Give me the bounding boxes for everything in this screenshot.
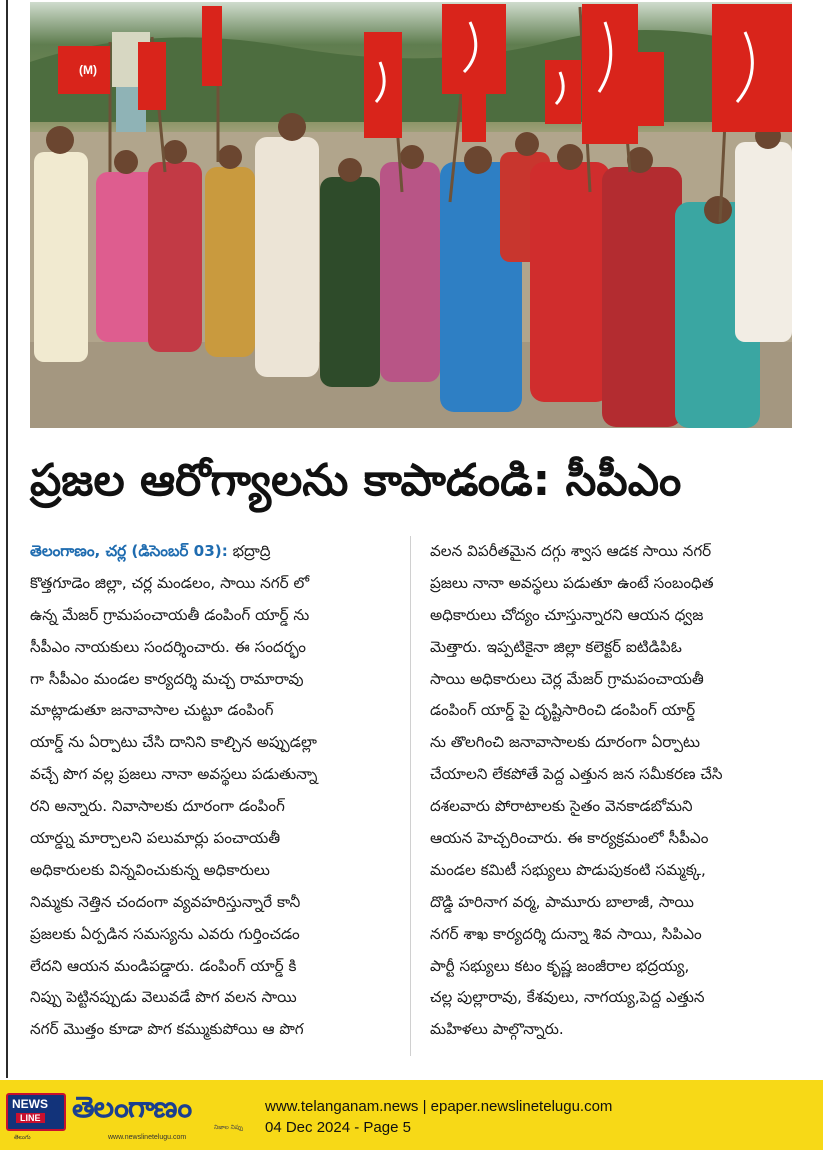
article-line: ప్రజలు నానా అవస్థలు పడుతూ ఉంటే సంబంధిత [430,573,714,592]
article-line: సాయి అధికారులు చెర్ల మేజర్ గ్రామపంచాయతీ [430,669,704,688]
flag-label: (M) [79,63,97,77]
article-line: రని అన్నారు. నివాసాలకు దూరంగా డంపింగ్ [30,797,285,816]
article-line: చేయాలని లేకపోతే పెద్ద ఎత్తున జన సమీకరణ చేసి [430,765,723,784]
newsline-logo-top: NEWS [12,1097,48,1111]
newsline-logo-bottom: LINE [16,1113,45,1123]
article-line: డంపింగ్ యార్డ్ పై దృష్టిసారించి డంపింగ్ యార్డ్ [430,701,696,720]
article-line: మండల కమిటీ సభ్యులు పొడుపుకంటి సమ్మక్క, [430,860,706,879]
article-line: అధికారులు చోద్యం చూస్తున్నారని ఆయన ధ్వజ [430,605,704,624]
flag [442,4,506,94]
article-line: లేదని ఆయన మండిపడ్డారు. డంపింగ్ యార్డ్ కి [30,956,297,975]
column-divider [410,536,411,1056]
flag [202,6,222,86]
newsline-logo-subtitle: తెలుగు [14,1134,31,1141]
article-line: నగర్ శాఖ కార్యదర్శి దున్నా శివ సాయి, సిపిఎం [430,924,702,943]
flag [628,52,664,126]
footer-date-page: 04 Dec 2024 - Page 5 [265,1119,411,1136]
news-photo [30,2,792,428]
flag [462,84,486,142]
article-line: నిమ్మకు నెత్తిన చందంగా వ్యవహరిస్తున్నారే కానీ [30,892,301,911]
article-line: పార్టీ సభ్యులు కటం కృష్ణ జంజీరాల భద్రయ్య, [430,956,690,975]
article-line: ఉన్న మేజర్ గ్రామపంచాయతీ డంపింగ్ యార్డ్ ను [30,605,310,624]
flag [138,42,166,110]
article-line: యార్డ్ను మార్చాలని పలుమార్లు పంచాయతీ [30,829,281,848]
article-line: ఆయన హెచ్చరించారు. ఈ కార్యక్రమంలో సీపీఎం [430,829,709,848]
footer-websites[interactable]: www.telanganam.news | epaper.newslinetelugu.com [265,1098,613,1115]
article-line: నిప్పు పెట్టినప్పుడు వెలువడే పొగ వలన సాయి [30,988,297,1007]
newsline-logo[interactable] [6,1093,66,1131]
article-line: వలన విపరీతమైన దగ్గు శ్వాస ఆడక సాయి నగర్ [430,542,712,560]
article-line: అధికారులకు విన్నవించుకున్న అధికారులు [30,860,270,879]
brand-url[interactable]: www.newslinetelugu.com [108,1134,187,1141]
page-left-rule [6,0,8,1078]
article-line: ను తొలగించి జనావాసాలకు దూరంగా ఏర్పాటు [430,733,700,752]
article-right-column [430,536,796,1046]
article-line [30,536,396,568]
article-line: మాట్లాడుతూ జనావాసాల చుట్టూ డంపింగ్ [30,701,274,720]
article-line: చల్ల పుల్లారావు, కేశవులు, నాగయ్య,పెద్ద ఎత్తున [430,988,705,1007]
article-line: మహిళలు పాల్గొన్నారు. [430,1020,564,1039]
article-line: దశలవారు పోరాటాలకు సైతం వెనకాడబోమని [430,797,693,816]
dateline: తెలంగాణం, చర్ల (డిసెంబర్ 03): [30,542,228,560]
article-left-column [30,536,396,1046]
protest-photo-illustration [30,2,792,428]
article-line: మెత్తారు. ఇప్పటికైనా జిల్లా కలెక్టర్ ఐటిడిపిఓ [430,637,682,656]
telanganam-logo[interactable]: తెలంగాణం [72,1090,192,1124]
article-line: గా సీపీఎం మండల కార్యదర్శి మచ్చ రామారావు [30,669,304,688]
article-line: కొత్తగూడెం జిల్లా, చర్ల మండలం, సాయి నగర్ లో [30,573,310,592]
article-line: యార్డ్ ను ఏర్పాటు చేసి దానిని కాల్చిన అప్పుడల్లా [30,733,317,752]
article-line: దొడ్డి హరినాగ వర్మ, పామూరు బాలాజీ, సాయి [430,892,694,911]
article-line: వచ్చే పొగ వల్ల ప్రజలు నానా అవస్థలు పడుతున్నా [30,765,318,784]
brand-tagline: నిజాల నిప్పు [214,1124,244,1131]
article-line: నగర్ మొత్తం కూడా పొగ కమ్ముకుపోయి ఆ పొగ [30,1020,304,1039]
article-line: సీపీఎం నాయకులు సందర్శించారు. ఈ సందర్భం [30,637,306,656]
article-line: ప్రజలకు ఏర్పడిన సమస్యను ఎవరు గుర్తించడం [30,924,300,943]
article-line-text: భద్రాద్రి [227,542,271,560]
headline: ప్రజల ఆరోగ్యాలను కాపాడండి: సీపీఎం [30,455,682,506]
footer-bar [0,1080,823,1150]
